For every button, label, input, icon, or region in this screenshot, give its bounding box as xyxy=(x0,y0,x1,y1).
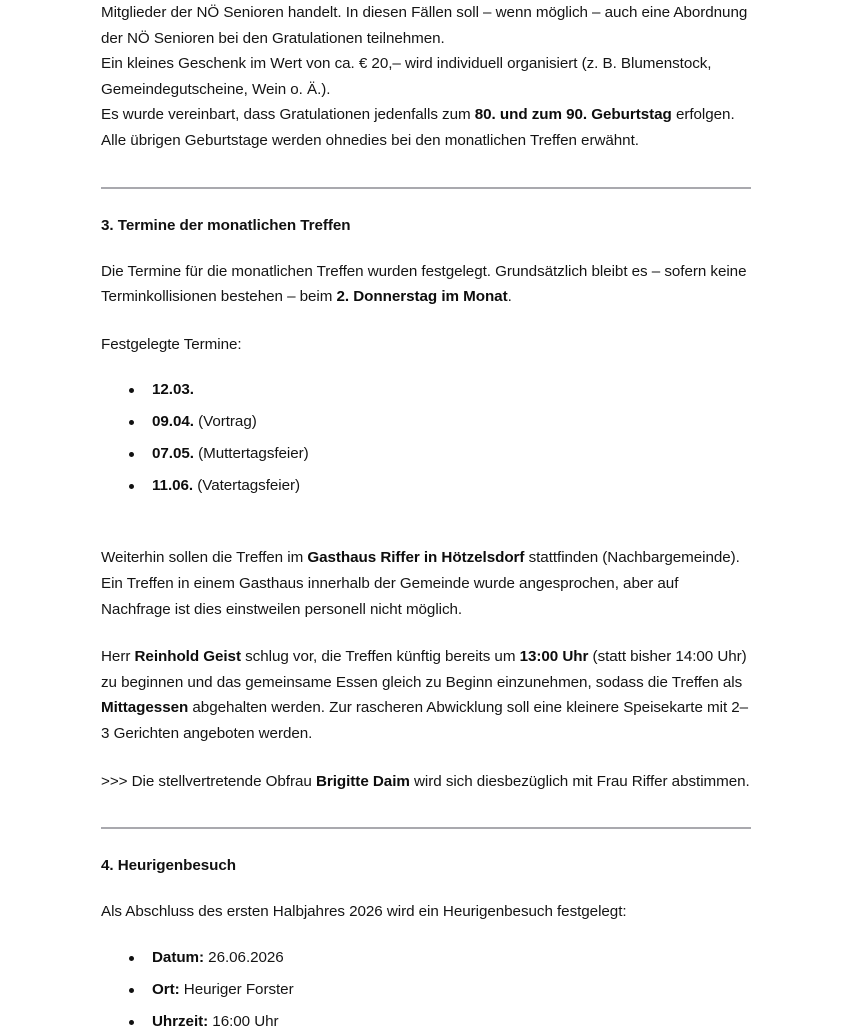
paragraph xyxy=(101,259,751,310)
date-note: (Vortrag) xyxy=(193,413,257,431)
body-text: Es wurde vereinbart, dass Gratulationen jedenfalls zum xyxy=(101,106,475,124)
emphasis-text: Reinhold Geist xyxy=(134,648,241,666)
body-text: Mitglieder der NÖ Senioren handelt. In diesen Fällen soll – wenn möglich – auch eine Abordnung der NÖ Senioren bei den Gratulationen teilnehmen. xyxy=(101,4,748,47)
body-text: abgehalten werden. Zur rascheren Abwicklung soll eine kleinere Speisekarte mit 2–3 Gerichten angeboten werden. xyxy=(101,699,749,742)
emphasis-text: Mittagessen xyxy=(101,699,189,717)
section-divider xyxy=(101,187,751,189)
body-text: stattfinden (Nachbargemeinde). Ein Treffen in einem Gasthaus innerhalb der Gemeinde wurde angesprochen, aber auf Nachfrage ist dies einstweilen personell nicht möglich. xyxy=(101,549,740,618)
bullet-icon xyxy=(129,388,134,393)
list-item xyxy=(101,1011,751,1033)
emphasis-text: 2. Donnerstag im Monat xyxy=(336,288,508,306)
list-item xyxy=(101,947,751,969)
paragraph xyxy=(101,545,751,622)
emphasis-text: 80. und zum 90. Geburtstag xyxy=(474,106,672,124)
date-note: (Muttertagsfeier) xyxy=(193,445,309,463)
section-termine xyxy=(101,214,751,795)
detail-label: Uhrzeit: xyxy=(152,1012,209,1030)
paragraph xyxy=(101,51,751,102)
document-body xyxy=(101,0,751,1033)
body-text: Weiterhin sollen die Treffen im xyxy=(101,549,308,567)
body-text: >>> Die stellvertretende Obfrau xyxy=(101,772,316,790)
body-text: Herr xyxy=(101,648,135,666)
bullet-icon xyxy=(129,956,134,961)
heurigen-details-list xyxy=(101,947,751,1033)
paragraph xyxy=(101,332,751,358)
detail-value: 16:00 Uhr xyxy=(208,1012,279,1030)
emphasis-text: 13:00 Uhr xyxy=(519,648,589,666)
section-gratulationen xyxy=(101,0,751,154)
bullet-icon xyxy=(129,484,134,489)
body-text: erfolgen. xyxy=(671,106,735,124)
date-note: (Vatertagsfeier) xyxy=(193,477,301,495)
meeting-dates-list xyxy=(101,379,751,497)
bullet-icon xyxy=(129,988,134,993)
list-item xyxy=(101,979,751,1001)
body-text: wird sich diesbezüglich mit Frau Riffer abstimmen. xyxy=(409,772,750,790)
section-heurigenbesuch xyxy=(101,854,751,1033)
paragraph xyxy=(101,899,751,925)
detail-value: Heuriger Forster xyxy=(179,980,294,998)
body-text: Ein kleines Geschenk im Wert von ca. € 20,– wird individuell organisiert (z. B. Blumenstock, Gemeindegutscheine, Wein o. Ä.). xyxy=(101,55,712,98)
section-heading: 4. Heurigenbesuch xyxy=(101,857,237,875)
list-item xyxy=(101,411,751,433)
paragraph xyxy=(101,644,751,746)
detail-value: 26.06.2026 xyxy=(204,948,284,966)
bullet-icon xyxy=(129,452,134,457)
date-value: 07.05. xyxy=(152,445,194,463)
section-heading: 3. Termine der monatlichen Treffen xyxy=(101,216,351,234)
emphasis-text: Gasthaus Riffer in Hötzelsdorf xyxy=(307,549,525,567)
body-text: . xyxy=(507,288,512,306)
paragraph xyxy=(101,102,751,128)
paragraph xyxy=(101,769,751,795)
body-text: Alle übrigen Geburtstage werden ohnedies bei den monatlichen Treffen erwähnt. xyxy=(101,131,639,149)
paragraph xyxy=(101,0,751,51)
paragraph xyxy=(101,128,751,154)
date-value: 12.03. xyxy=(152,381,194,399)
body-text: Die Termine für die monatlichen Treffen wurden festgelegt. Grundsätzlich bleibt es – sofern keine Terminkollisionen bestehen – beim xyxy=(101,262,747,306)
body-text: schlug vor, die Treffen künftig bereits um xyxy=(240,648,520,666)
date-value: 09.04. xyxy=(152,413,194,431)
body-text: (statt bisher 14:00 Uhr) zu beginnen und das gemeinsame Essen gleich zu Beginn einzunehmen, sodass die Treffen als xyxy=(101,648,747,691)
detail-label: Datum: xyxy=(152,948,205,966)
body-text: Als Abschluss des ersten Halbjahres 2026 wird ein Heurigenbesuch festgelegt: xyxy=(101,903,627,921)
body-text: Festgelegte Termine: xyxy=(101,335,242,353)
bullet-icon xyxy=(129,1020,134,1025)
detail-label: Ort: xyxy=(152,980,180,998)
list-item xyxy=(101,379,751,401)
bullet-icon xyxy=(129,420,134,425)
section-divider xyxy=(101,827,751,829)
list-item xyxy=(101,443,751,465)
date-value: 11.06. xyxy=(152,477,194,495)
list-item xyxy=(101,475,751,497)
emphasis-text: Brigitte Daim xyxy=(315,772,410,790)
